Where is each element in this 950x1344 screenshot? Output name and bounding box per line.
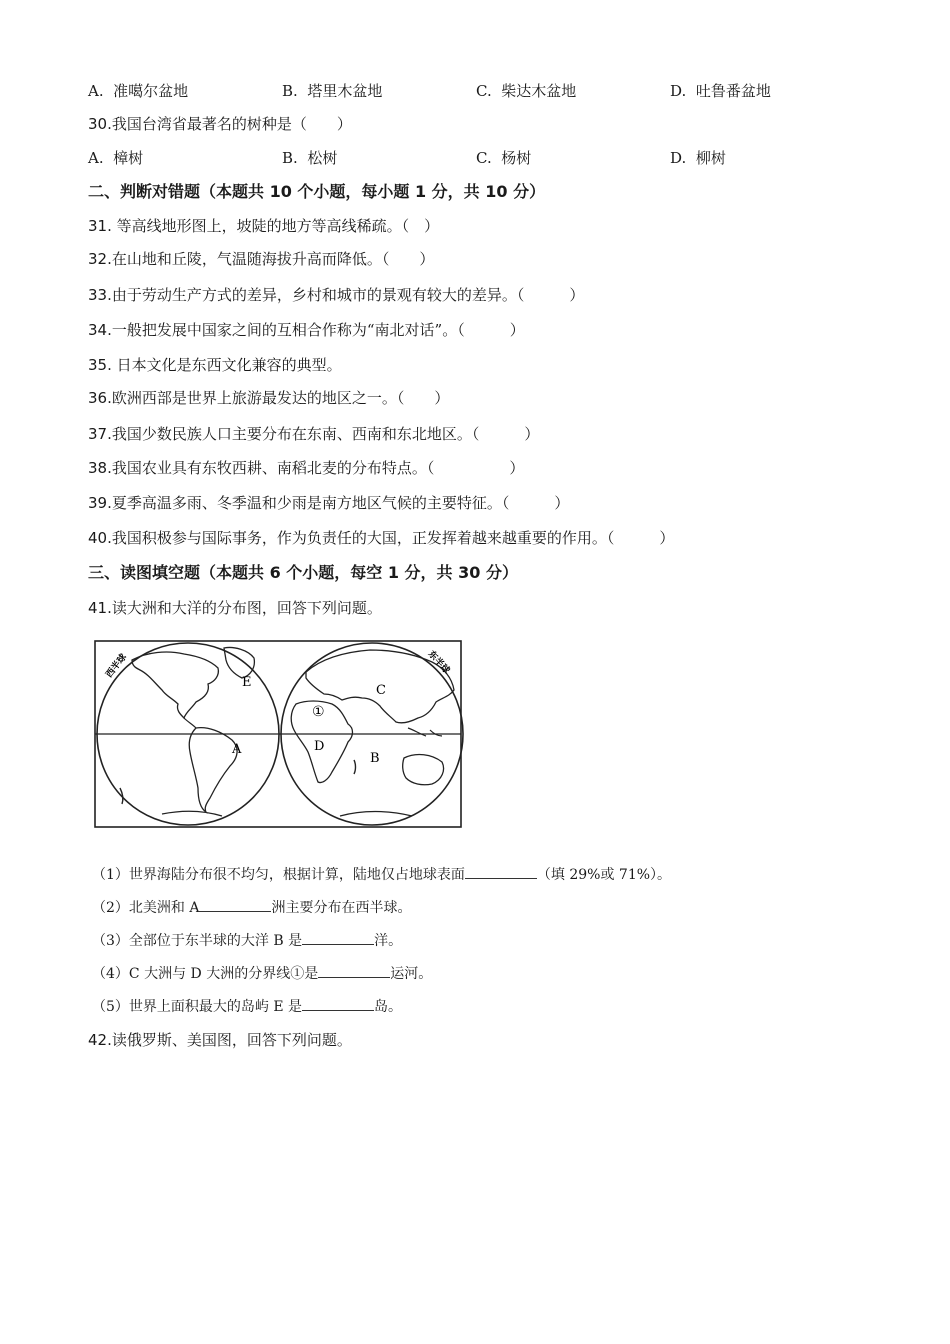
q41-sub-5: （5）世界上面积最大的岛屿 E 是 岛。 <box>92 996 402 1017</box>
q38: 38.我国农业具有东牧西耕、南稻北麦的分布特点。（ ） <box>88 459 525 477</box>
q31: 31. 等高线地形图上，坡陡的地方等高线稀疏。（ ） <box>88 217 440 235</box>
label-a: A <box>232 742 242 757</box>
q42-stem: 42.读俄罗斯、美国图，回答下列问题。 <box>88 1031 352 1049</box>
q30-option-d: D. 柳树 <box>670 149 726 167</box>
q39: 39.夏季高温多雨、冬季温和少雨是南方地区气候的主要特征。（ ） <box>88 494 570 512</box>
west-hemisphere-label: 西半球 <box>104 652 129 680</box>
australia-shape <box>403 755 444 785</box>
section2-title: 二、判断对错题（本题共 10 个小题，每小题 1 分，共 10 分） <box>88 182 546 201</box>
q37: 37.我国少数民族人口主要分布在东南、西南和东北地区。（ ） <box>88 425 540 443</box>
q30-stem: 30.我国台湾省最著名的树种是（ ） <box>88 115 352 133</box>
central-america-shape <box>184 718 196 728</box>
blank-1[interactable] <box>465 864 537 879</box>
q41-sub-2: （2）北美洲和 A 洲主要分布在西半球。 <box>92 897 411 918</box>
q32: 32.在山地和丘陵，气温随海拔升高而降低。（ ） <box>88 250 435 268</box>
q29-option-a: A. 准噶尔盆地 <box>88 82 189 100</box>
q29-option-b: B. 塔里木盆地 <box>282 82 383 100</box>
q30-option-c: C. 杨树 <box>476 149 532 167</box>
label-b: B <box>370 751 380 766</box>
q41-stem: 41.读大洲和大洋的分布图，回答下列问题。 <box>88 599 382 617</box>
label-e: E <box>242 675 252 690</box>
section3-title: 三、读图填空题（本题共 6 个小题，每空 1 分，共 30 分） <box>88 563 518 582</box>
madagascar-shape <box>354 760 356 774</box>
world-map-figure <box>92 638 464 830</box>
q41-sub-1: （1）世界海陆分布很不均匀，根据计算，陆地仅占地球表面 （填 29%或 71%）。 <box>92 864 671 885</box>
blank-4[interactable] <box>318 963 390 978</box>
q30-option-b: B. 松树 <box>282 149 338 167</box>
south-america-shape <box>189 728 237 812</box>
q30-option-a: A. 樟树 <box>88 149 144 167</box>
q35: 35. 日本文化是东西文化兼容的典型。 <box>88 356 342 374</box>
q40: 40.我国积极参与国际事务，作为负责任的大国，正发挥着越来越重要的作用。（ ） <box>88 529 675 547</box>
label-circle-one: ① <box>312 704 325 720</box>
blank-2[interactable] <box>199 897 271 912</box>
north-america-shape <box>132 652 218 718</box>
label-d: D <box>314 739 325 754</box>
label-c: C <box>376 683 386 698</box>
q34: 34.一般把发展中国家之间的互相合作称为“南北对话”。（ ） <box>88 321 525 339</box>
southeast-asia-islands <box>408 728 442 736</box>
antarctica-west-shape <box>162 811 222 816</box>
q36: 36.欧洲西部是世界上旅游最发达的地区之一。（ ） <box>88 389 450 407</box>
q41-sub-3: （3）全部位于东半球的大洋 B 是 洋。 <box>92 930 402 951</box>
blank-5[interactable] <box>302 996 374 1011</box>
east-hemisphere-label: 东半球 <box>425 649 452 677</box>
q33: 33.由于劳动生产方式的差异，乡村和城市的景观有较大的差异。（ ） <box>88 286 585 304</box>
q29-option-d: D. 吐鲁番盆地 <box>670 82 771 100</box>
antarctica-east-shape <box>340 812 412 817</box>
q29-option-c: C. 柴达木盆地 <box>476 82 577 100</box>
blank-3[interactable] <box>302 930 374 945</box>
q41-sub-4: （4）C 大洲与 D 大洲的分界线①是 运河。 <box>92 963 432 984</box>
